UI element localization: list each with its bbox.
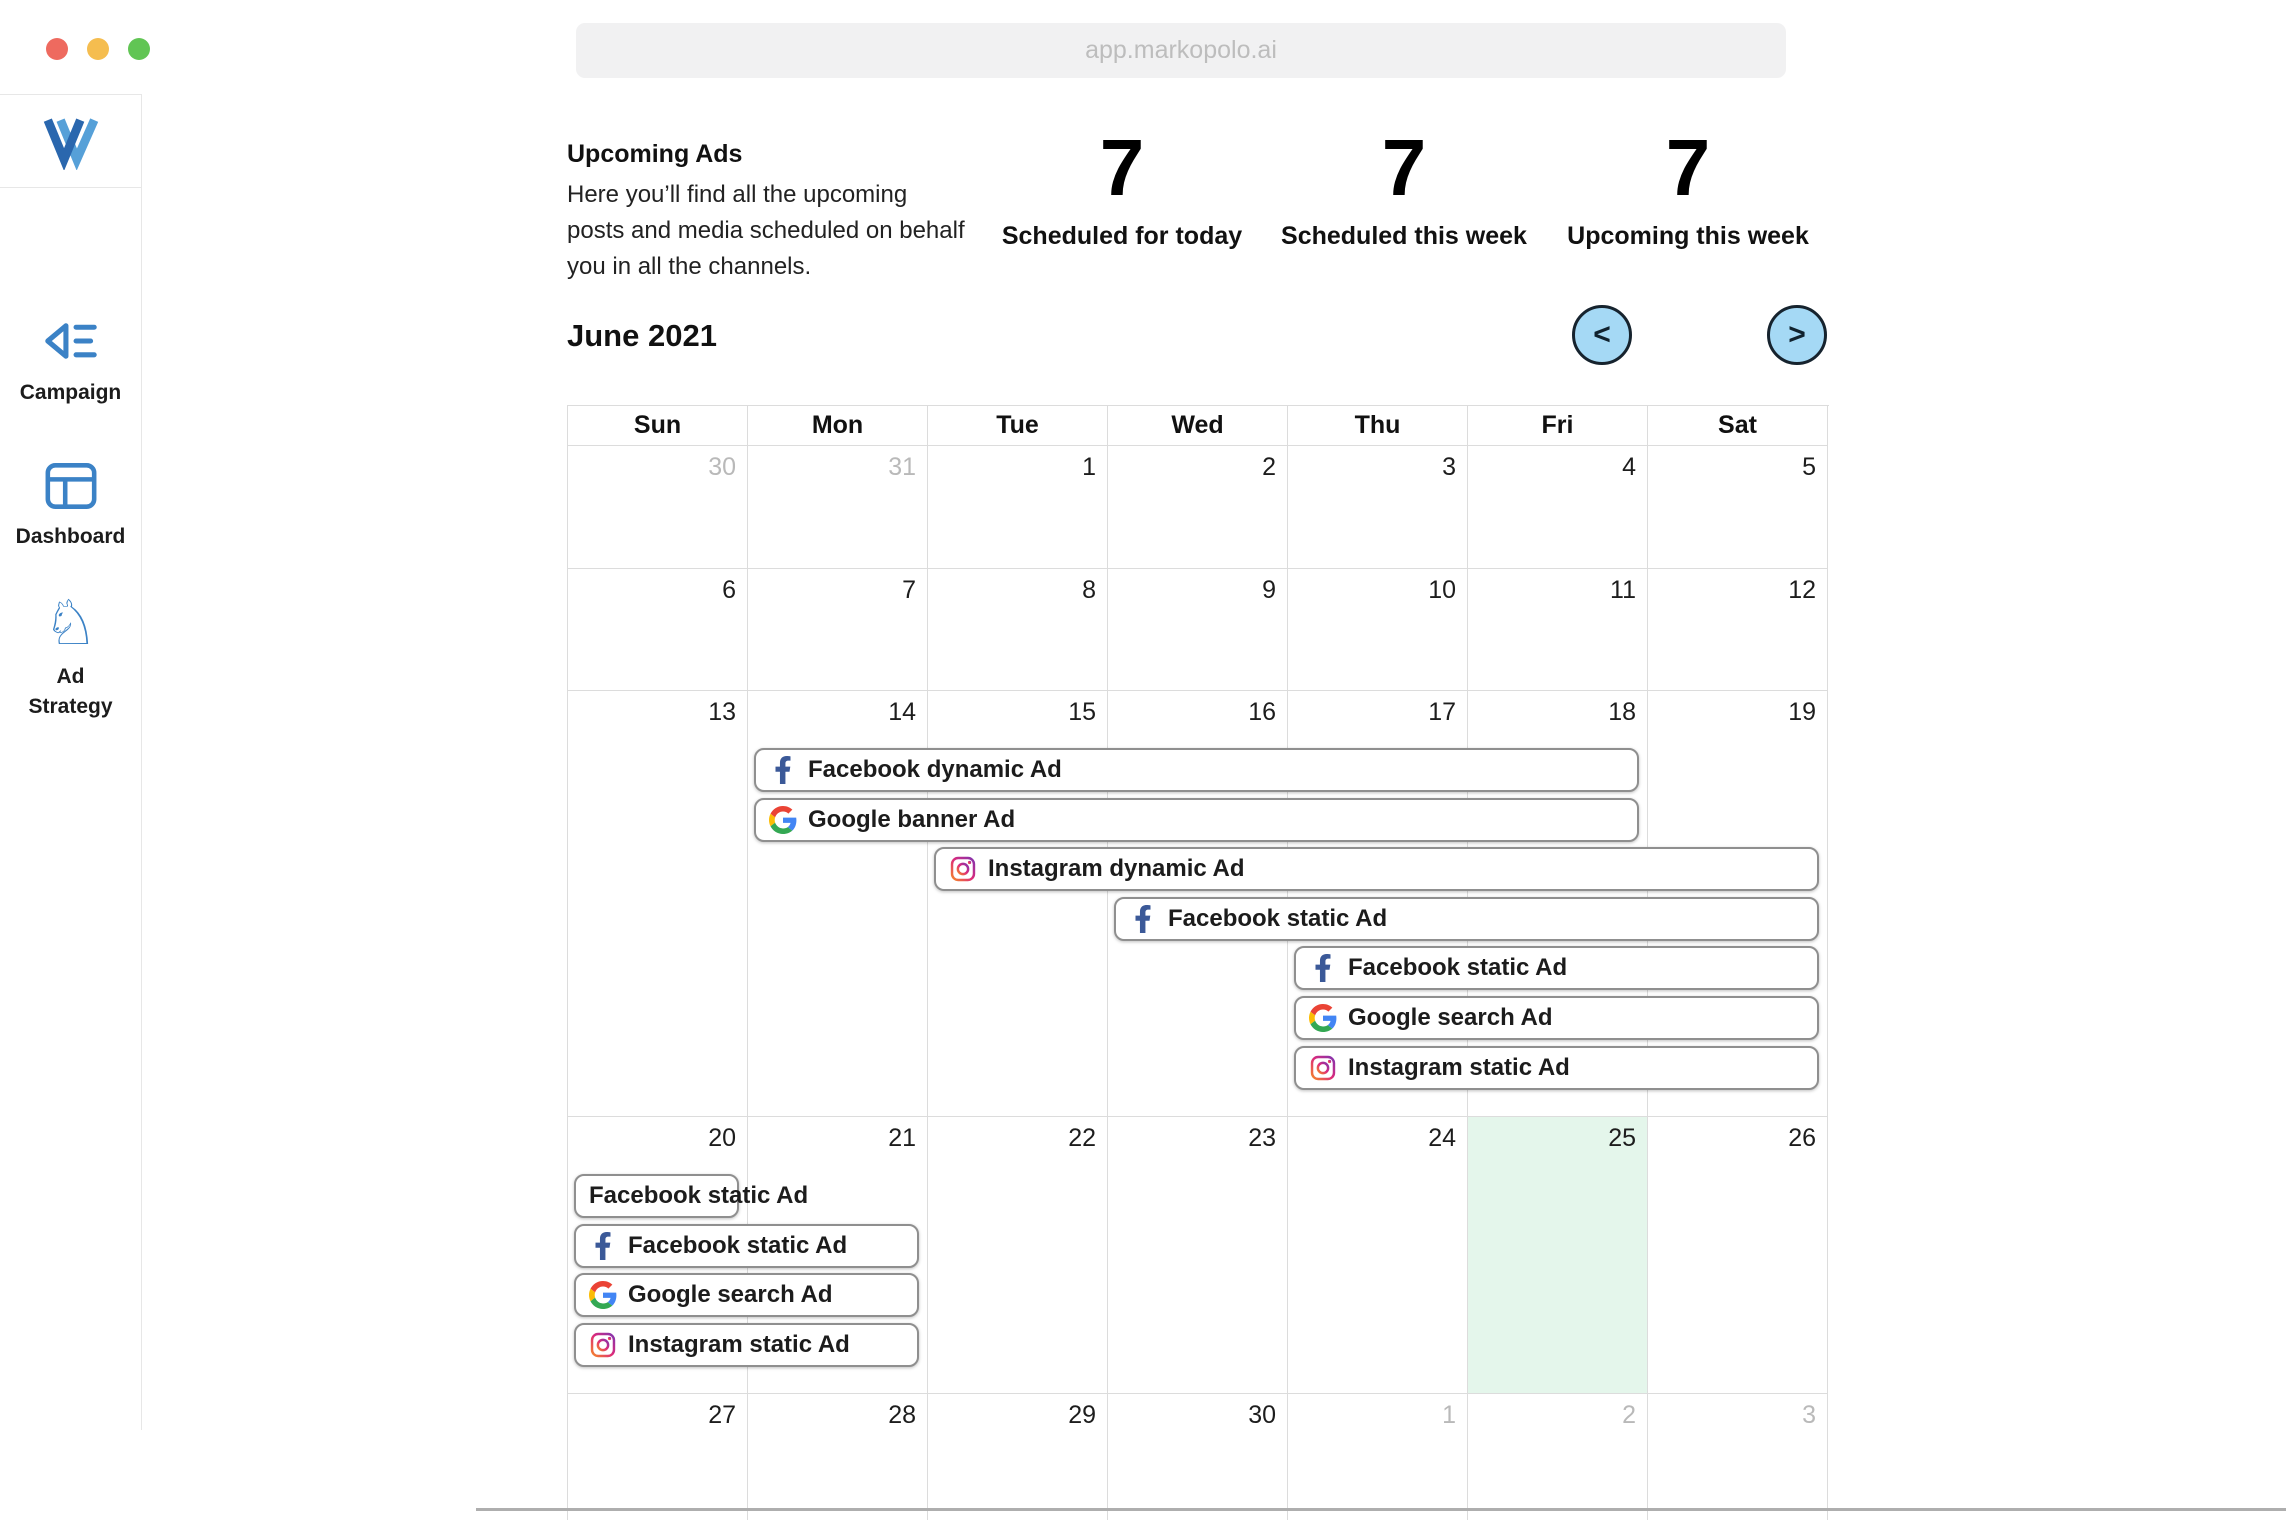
facebook-icon: [1129, 905, 1157, 933]
sidebar-item-label: Dashboard: [15, 525, 126, 548]
facebook-icon: [769, 756, 797, 784]
event-label: Facebook static Ad: [628, 1232, 848, 1259]
calendar-event-instagram[interactable]: [1294, 1046, 1819, 1090]
dashboard-layout-icon: [44, 462, 98, 510]
calendar-event-facebook[interactable]: [1114, 897, 1819, 941]
event-label: Facebook dynamic Ad: [808, 756, 1062, 783]
stat-label: Upcoming this week: [1567, 222, 1809, 250]
day-cell-24[interactable]: [1288, 1117, 1468, 1394]
day-cell-31-adjacent[interactable]: [748, 446, 928, 569]
day-number: 27: [708, 1401, 736, 1429]
facebook-icon: [1309, 954, 1337, 982]
day-cell-2[interactable]: [1108, 446, 1288, 569]
calendar-event-facebook[interactable]: [574, 1224, 919, 1268]
day-cell-7[interactable]: [748, 569, 928, 691]
stat-value: 7: [1099, 123, 1145, 212]
calendar-event-google[interactable]: [574, 1273, 919, 1317]
day-cell-29[interactable]: [928, 1394, 1108, 1520]
google-icon: [769, 806, 797, 834]
day-number: 31: [888, 453, 916, 481]
browser-address-bar[interactable]: [576, 23, 1786, 78]
day-number: 6: [722, 576, 736, 604]
day-cell-27[interactable]: [568, 1394, 748, 1520]
weekday-header-thu: Thu: [1288, 406, 1468, 446]
event-label: Google search Ad: [628, 1281, 833, 1308]
google-icon: [589, 1281, 617, 1309]
weekday-header-mon: Mon: [748, 406, 928, 446]
page-intro: [567, 140, 967, 285]
day-number: 30: [708, 453, 736, 481]
event-label: Facebook static Ad: [589, 1182, 809, 1209]
event-label: Instagram static Ad: [628, 1331, 850, 1358]
day-number: 28: [888, 1401, 916, 1429]
day-number: 2: [1262, 453, 1276, 481]
day-number: 19: [1788, 698, 1816, 726]
event-label: Instagram static Ad: [1348, 1054, 1570, 1081]
instagram-icon: [949, 855, 977, 883]
weekday-header-wed: Wed: [1108, 406, 1288, 446]
day-cell-25[interactable]: [1468, 1117, 1648, 1394]
day-cell-6[interactable]: [568, 569, 748, 691]
day-number: 17: [1428, 698, 1456, 726]
event-label: Facebook static Ad: [1348, 954, 1568, 981]
minimize-button[interactable]: [87, 38, 109, 60]
day-number: 9: [1262, 576, 1276, 604]
weekday-header-row: [568, 406, 1829, 446]
calendar-week-row: [568, 1394, 1829, 1520]
month-title: June 2021: [567, 318, 717, 353]
day-cell-10[interactable]: [1288, 569, 1468, 691]
day-cell-12[interactable]: [1648, 569, 1828, 691]
event-label: Facebook static Ad: [1168, 905, 1388, 932]
day-cell-11[interactable]: [1468, 569, 1648, 691]
url-text: app.markopolo.ai: [1085, 36, 1277, 64]
day-number: 15: [1068, 698, 1096, 726]
day-cell-13[interactable]: [568, 691, 748, 1117]
day-number: 5: [1802, 453, 1816, 481]
event-label: Google banner Ad: [808, 806, 1016, 833]
calendar-event-facebook[interactable]: [1294, 946, 1819, 990]
day-number: 24: [1428, 1124, 1456, 1152]
day-cell-4[interactable]: [1468, 446, 1648, 569]
sidebar-item-dashboard[interactable]: [0, 462, 141, 552]
day-cell-9[interactable]: [1108, 569, 1288, 691]
prev-month-button[interactable]: [1572, 305, 1632, 365]
calendar-week-row: [568, 446, 1829, 569]
day-number: 2: [1622, 1401, 1636, 1429]
day-cell-3-adjacent[interactable]: [1648, 1394, 1828, 1520]
page-title: Upcoming Ads: [567, 140, 743, 168]
stat-label: Scheduled for today: [1001, 222, 1243, 250]
bottom-edge-divider: [476, 1508, 2286, 1511]
weekday-header-sun: Sun: [568, 406, 748, 446]
day-number: 22: [1068, 1124, 1096, 1152]
day-number: 30: [1248, 1401, 1276, 1429]
stat-upcoming-week: [1518, 123, 1858, 251]
event-label: Google search Ad: [1348, 1004, 1553, 1031]
day-number: 20: [708, 1124, 736, 1152]
day-cell-5[interactable]: [1648, 446, 1828, 569]
sidebar-item-label: Ad Strategy: [28, 665, 113, 718]
day-number: 12: [1788, 576, 1816, 604]
sidebar-item-campaign[interactable]: [0, 316, 141, 408]
day-number: 26: [1788, 1124, 1816, 1152]
day-cell-22[interactable]: [928, 1117, 1108, 1394]
day-number: 10: [1428, 576, 1456, 604]
window-controls: [46, 38, 150, 60]
calendar-event-instagram[interactable]: [574, 1323, 919, 1367]
day-number: 8: [1082, 576, 1096, 604]
day-cell-26[interactable]: [1648, 1117, 1828, 1394]
day-cell-1[interactable]: [928, 446, 1108, 569]
day-number: 16: [1248, 698, 1276, 726]
sidebar-item-label: Campaign: [19, 381, 122, 404]
calendar-event-instagram[interactable]: [934, 847, 1819, 891]
sidebar-item-ad-strategy[interactable]: [0, 589, 141, 722]
day-number: 7: [902, 576, 916, 604]
instagram-icon: [589, 1331, 617, 1359]
day-number: 1: [1082, 453, 1096, 481]
facebook-icon: [589, 1232, 617, 1260]
day-cell-2-adjacent[interactable]: [1468, 1394, 1648, 1520]
day-number: 13: [708, 698, 736, 726]
instagram-icon: [1309, 1054, 1337, 1082]
chevron-right-icon: >: [1788, 318, 1806, 351]
day-number: 3: [1802, 1401, 1816, 1429]
weekday-header-fri: Fri: [1468, 406, 1648, 446]
day-number: 1: [1442, 1401, 1456, 1429]
stat-value: 7: [1381, 123, 1427, 212]
day-number: 4: [1622, 453, 1636, 481]
day-cell-28[interactable]: [748, 1394, 928, 1520]
next-month-button[interactable]: [1767, 305, 1827, 365]
day-cell-3[interactable]: [1288, 446, 1468, 569]
chess-knight-icon: ♘: [42, 589, 99, 658]
google-icon: [1309, 1004, 1337, 1032]
calendar-week-row: [568, 569, 1829, 691]
markopolo-logo-icon: [42, 112, 100, 170]
day-number: 23: [1248, 1124, 1276, 1152]
sidebar: [0, 94, 142, 1430]
day-cell-1-adjacent[interactable]: [1288, 1394, 1468, 1520]
day-number: 14: [888, 698, 916, 726]
day-number: 18: [1608, 698, 1636, 726]
day-number: 29: [1068, 1401, 1096, 1429]
calendar-grid: [567, 405, 1829, 1520]
megaphone-icon: [42, 316, 100, 366]
calendar-event-none[interactable]: [574, 1174, 809, 1218]
calendar-event-facebook[interactable]: [754, 748, 1639, 792]
stat-value: 7: [1665, 123, 1711, 212]
day-number: 25: [1608, 1124, 1636, 1152]
day-cell-8[interactable]: [928, 569, 1108, 691]
close-button[interactable]: [46, 38, 68, 60]
weekday-header-sat: Sat: [1648, 406, 1828, 446]
logo-container[interactable]: [0, 94, 141, 188]
day-number: 11: [1610, 576, 1636, 604]
weekday-header-tue: Tue: [928, 406, 1108, 446]
chevron-left-icon: <: [1593, 318, 1611, 351]
calendar-event-google[interactable]: [754, 798, 1639, 842]
day-cell-30[interactable]: [1108, 1394, 1288, 1520]
page-description: Here you’ll find all the upcoming posts and media scheduled on behalf you in all the channels.: [567, 181, 965, 280]
event-label: Instagram dynamic Ad: [988, 855, 1245, 882]
day-number: 21: [888, 1124, 916, 1152]
day-cell-23[interactable]: [1108, 1117, 1288, 1394]
stat-label: Scheduled this week: [1281, 222, 1527, 250]
maximize-button[interactable]: [128, 38, 150, 60]
calendar-event-google[interactable]: [1294, 996, 1819, 1040]
day-number: 3: [1442, 453, 1456, 481]
day-cell-30-adjacent[interactable]: [568, 446, 748, 569]
